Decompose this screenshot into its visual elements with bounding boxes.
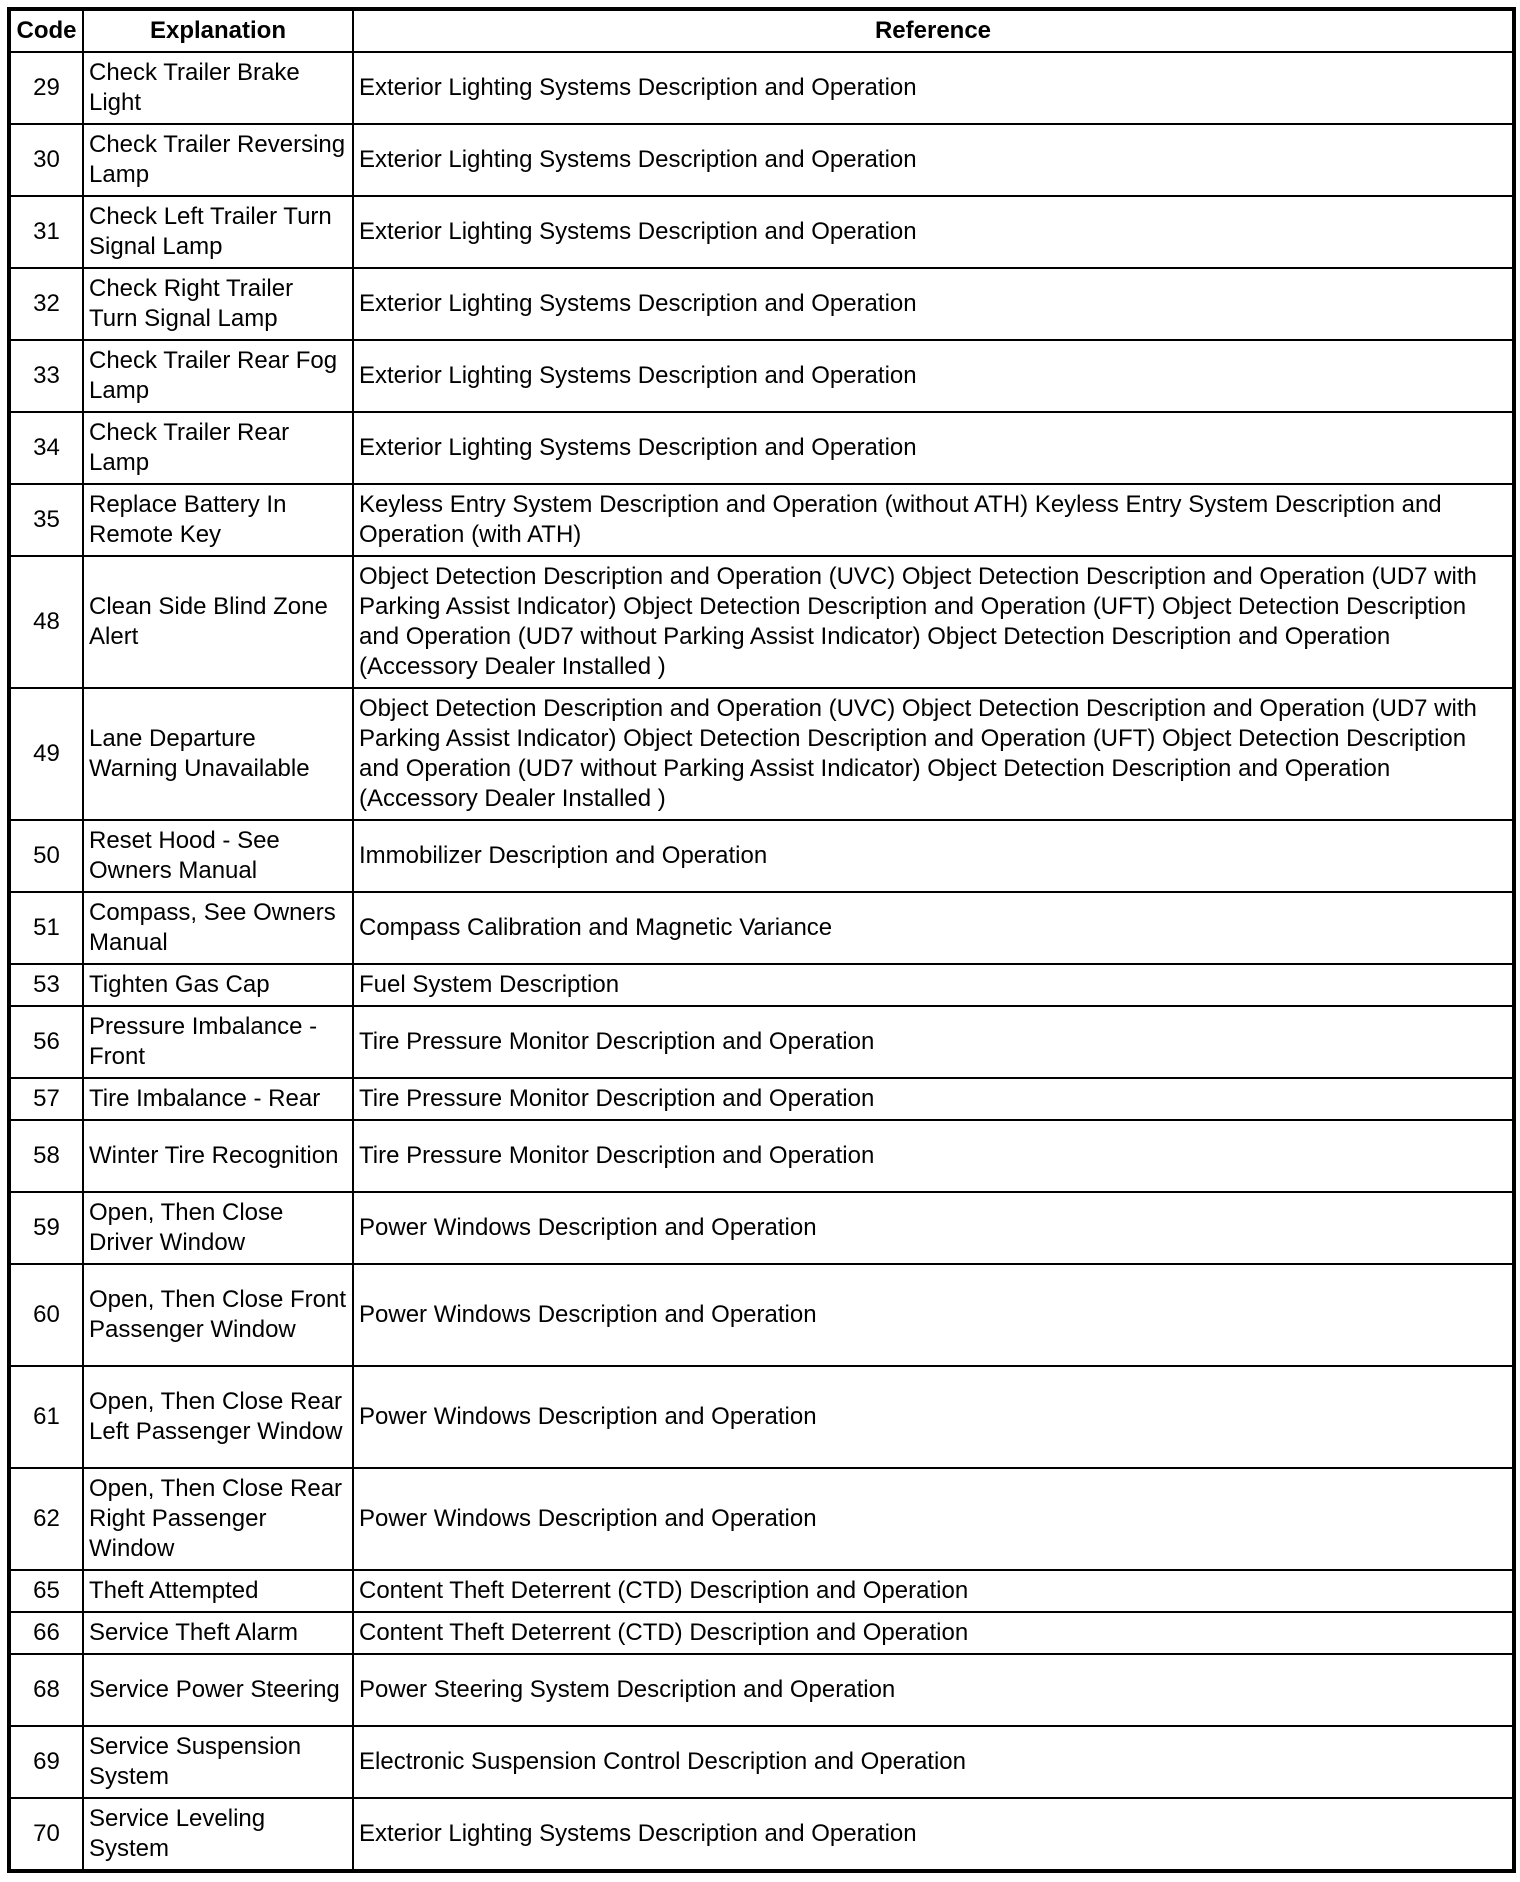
code-cell: 65 (9, 1570, 83, 1612)
code-cell: 33 (9, 340, 83, 412)
explanation-cell: Open, Then Close Driver Window (83, 1192, 353, 1264)
explanation-cell: Lane Departure Warning Unavailable (83, 688, 353, 820)
reference-cell: Exterior Lighting Systems Description and Operation (353, 124, 1514, 196)
code-cell: 29 (9, 52, 83, 124)
table-row (9, 1468, 1514, 1570)
explanation-cell: Open, Then Close Front Passenger Window (83, 1264, 353, 1366)
table-row (9, 688, 1514, 820)
code-cell: 50 (9, 820, 83, 892)
code-cell: 58 (9, 1120, 83, 1192)
explanation-cell: Check Left Trailer Turn Signal Lamp (83, 196, 353, 268)
reference-cell: Fuel System Description (353, 964, 1514, 1006)
header-row (9, 9, 1514, 52)
code-cell: 53 (9, 964, 83, 1006)
code-cell: 57 (9, 1078, 83, 1120)
reference-cell: Content Theft Deterrent (CTD) Description and Operation (353, 1570, 1514, 1612)
explanation-cell: Service Theft Alarm (83, 1612, 353, 1654)
code-cell: 48 (9, 556, 83, 688)
explanation-cell: Service Power Steering (83, 1654, 353, 1726)
reference-cell: Power Windows Description and Operation (353, 1468, 1514, 1570)
code-cell: 66 (9, 1612, 83, 1654)
explanation-cell: Clean Side Blind Zone Alert (83, 556, 353, 688)
reference-cell: Power Steering System Description and Operation (353, 1654, 1514, 1726)
reference-cell: Exterior Lighting Systems Description and Operation (353, 268, 1514, 340)
code-cell: 51 (9, 892, 83, 964)
code-cell: 62 (9, 1468, 83, 1570)
reference-cell: Exterior Lighting Systems Description and Operation (353, 412, 1514, 484)
explanation-cell: Reset Hood - See Owners Manual (83, 820, 353, 892)
explanation-cell: Winter Tire Recognition (83, 1120, 353, 1192)
header-explanation: Explanation (83, 9, 353, 52)
code-cell: 35 (9, 484, 83, 556)
code-cell: 32 (9, 268, 83, 340)
table-row (9, 52, 1514, 124)
table-row (9, 1078, 1514, 1120)
explanation-cell: Service Leveling System (83, 1798, 353, 1871)
table-row (9, 1366, 1514, 1468)
table-row (9, 964, 1514, 1006)
explanation-cell: Service Suspension System (83, 1726, 353, 1798)
table-row (9, 1192, 1514, 1264)
reference-cell: Exterior Lighting Systems Description and Operation (353, 1798, 1514, 1871)
table-row (9, 1798, 1514, 1871)
table-row (9, 340, 1514, 412)
table-row (9, 484, 1514, 556)
explanation-cell: Check Trailer Rear Fog Lamp (83, 340, 353, 412)
table-row (9, 1726, 1514, 1798)
explanation-cell: Compass, See Owners Manual (83, 892, 353, 964)
table-row (9, 1654, 1514, 1726)
code-cell: 34 (9, 412, 83, 484)
reference-cell: Power Windows Description and Operation (353, 1192, 1514, 1264)
reference-cell: Exterior Lighting Systems Description and Operation (353, 340, 1514, 412)
table-row (9, 1006, 1514, 1078)
table-row (9, 892, 1514, 964)
code-cell: 59 (9, 1192, 83, 1264)
explanation-cell: Check Trailer Brake Light (83, 52, 353, 124)
table-row (9, 412, 1514, 484)
table-row (9, 1570, 1514, 1612)
code-reference-table (7, 7, 1516, 1873)
explanation-cell: Theft Attempted (83, 1570, 353, 1612)
header-reference: Reference (353, 9, 1514, 52)
code-cell: 60 (9, 1264, 83, 1366)
table-row (9, 556, 1514, 688)
reference-cell: Exterior Lighting Systems Description and Operation (353, 52, 1514, 124)
code-cell: 49 (9, 688, 83, 820)
explanation-cell: Check Right Trailer Turn Signal Lamp (83, 268, 353, 340)
reference-cell: Tire Pressure Monitor Description and Operation (353, 1078, 1514, 1120)
explanation-cell: Replace Battery In Remote Key (83, 484, 353, 556)
table-row (9, 1264, 1514, 1366)
code-cell: 69 (9, 1726, 83, 1798)
explanation-cell: Check Trailer Reversing Lamp (83, 124, 353, 196)
reference-cell: Keyless Entry System Description and Operation (without ATH) Keyless Entry System Description and Operation (with ATH) (353, 484, 1514, 556)
table-row (9, 820, 1514, 892)
table-row (9, 268, 1514, 340)
reference-cell: Tire Pressure Monitor Description and Operation (353, 1006, 1514, 1078)
table-row (9, 1612, 1514, 1654)
reference-cell: Content Theft Deterrent (CTD) Description and Operation (353, 1612, 1514, 1654)
code-cell: 70 (9, 1798, 83, 1871)
explanation-cell: Check Trailer Rear Lamp (83, 412, 353, 484)
reference-cell: Immobilizer Description and Operation (353, 820, 1514, 892)
explanation-cell: Tighten Gas Cap (83, 964, 353, 1006)
code-cell: 56 (9, 1006, 83, 1078)
table-row (9, 124, 1514, 196)
header-code: Code (9, 9, 83, 52)
code-cell: 68 (9, 1654, 83, 1726)
table-row (9, 1120, 1514, 1192)
table-row (9, 196, 1514, 268)
explanation-cell: Tire Imbalance - Rear (83, 1078, 353, 1120)
code-cell: 31 (9, 196, 83, 268)
explanation-cell: Open, Then Close Rear Left Passenger Window (83, 1366, 353, 1468)
reference-cell: Electronic Suspension Control Description and Operation (353, 1726, 1514, 1798)
explanation-cell: Pressure Imbalance - Front (83, 1006, 353, 1078)
explanation-cell: Open, Then Close Rear Right Passenger Window (83, 1468, 353, 1570)
reference-cell: Power Windows Description and Operation (353, 1366, 1514, 1468)
reference-cell: Power Windows Description and Operation (353, 1264, 1514, 1366)
reference-cell: Tire Pressure Monitor Description and Operation (353, 1120, 1514, 1192)
code-cell: 30 (9, 124, 83, 196)
reference-cell: Exterior Lighting Systems Description and Operation (353, 196, 1514, 268)
reference-cell: Object Detection Description and Operation (UVC) Object Detection Description and Operation (UD7 with Parking Assist Indicator) Object Detection Description and Operation (UFT) Object Detection Description and Operation (UD7 without Parking Assist Indicator) Object Detection Description and Operation (Accessory Dealer Installed ) (353, 556, 1514, 688)
reference-cell: Compass Calibration and Magnetic Variance (353, 892, 1514, 964)
code-cell: 61 (9, 1366, 83, 1468)
reference-cell: Object Detection Description and Operation (UVC) Object Detection Description and Operation (UD7 with Parking Assist Indicator) Object Detection Description and Operation (UFT) Object Detection Description and Operation (UD7 without Parking Assist Indicator) Object Detection Description and Operation (Accessory Dealer Installed ) (353, 688, 1514, 820)
